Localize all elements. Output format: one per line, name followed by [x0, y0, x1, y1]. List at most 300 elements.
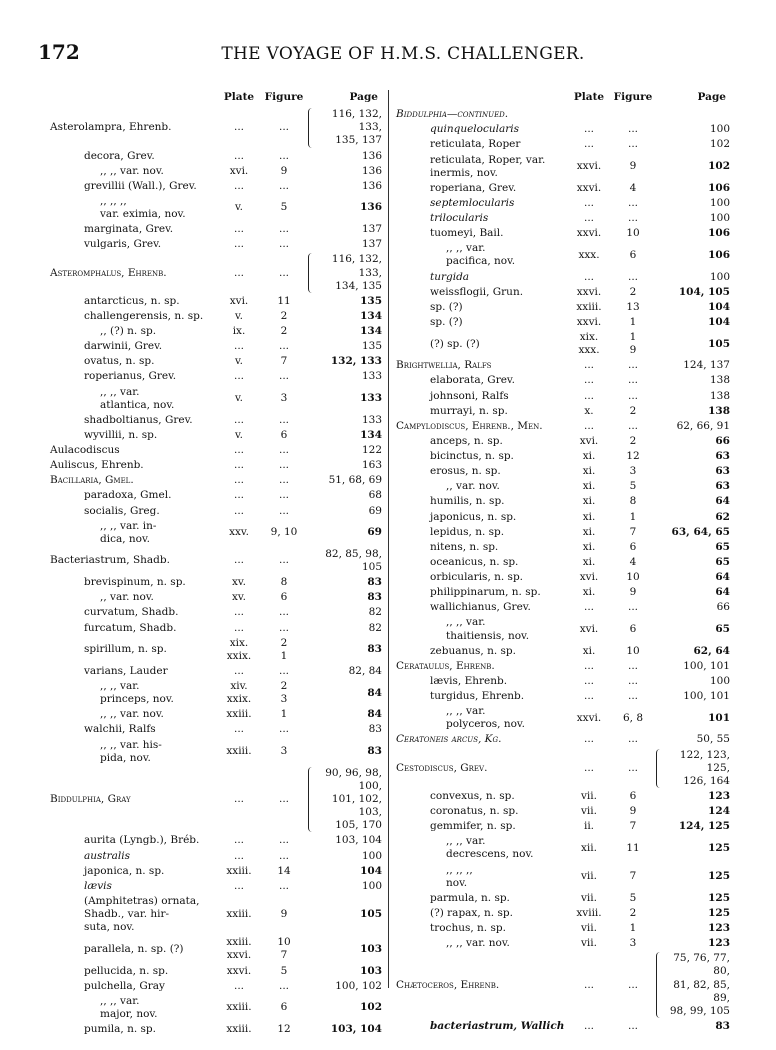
page-ref: 106 [708, 248, 730, 261]
taxon-name: weissflogii, Grun. [430, 285, 524, 298]
taxon-name: tuomeyi, Bail. [430, 227, 504, 240]
taxon-name: wallichianus, Grev. [430, 601, 531, 614]
taxon-name: ,, ,, var. atlantica, nov. [100, 385, 175, 411]
plate-ref: xvi. [229, 294, 249, 307]
index-entry [396, 285, 730, 300]
plate-ref: xi. [582, 480, 596, 493]
index-entry [50, 252, 382, 293]
figure-ref: 2 1 [280, 636, 288, 662]
taxon-name: ,, (?) n. sp. [100, 325, 157, 337]
figure-ref: 2 [629, 285, 637, 298]
index-entry [396, 315, 730, 330]
figure-ref: 4 [629, 555, 637, 568]
taxon-name: erosus, n. sp. [430, 465, 501, 478]
figure-ref: ... [627, 359, 638, 372]
index-entry [50, 979, 382, 994]
figure-ref: ... [278, 121, 289, 134]
plate-ref: xxvi. [576, 227, 602, 240]
page-header: Page [349, 91, 378, 103]
page-ref: 124, 137 [683, 359, 730, 372]
figure-ref: ... [278, 979, 289, 992]
figure-ref: 4 [629, 181, 637, 194]
page-ref: 106 [708, 227, 730, 240]
index-entry [50, 664, 382, 679]
taxon-name: ,, ,, var. nov. [100, 164, 164, 177]
index-entry [50, 679, 382, 707]
page-ref: 90, 96, 98, 100, 101, 102, 103, 105, 170 [308, 767, 382, 833]
page-ref: 64 [715, 495, 730, 508]
taxon-name: trochus, n. sp. [430, 922, 506, 934]
taxon-name: vulgaris, Grev. [84, 238, 162, 251]
figure-ref: 11 [626, 841, 640, 854]
page-ref: 133 [360, 392, 382, 405]
taxon-name: Ceratoneis arcus, Kg. [396, 733, 502, 746]
page-ref: 101 [708, 711, 730, 724]
plate-ref: xi. [582, 540, 596, 553]
index-entry [396, 704, 730, 732]
plate-ref: xv. [232, 576, 246, 589]
taxon-name: pellucida, n. sp. [84, 964, 169, 977]
taxon-name: socialis, Greg. [84, 504, 160, 517]
index-entry [396, 419, 730, 434]
taxon-name: ,, ,, var. nov. [100, 708, 164, 721]
plate-ref: ... [233, 621, 244, 634]
plate-ref: xxiii. [226, 1001, 252, 1014]
page-ref: 123 [708, 937, 730, 950]
figure-ref: 5 [629, 480, 637, 493]
page-ref: 50, 55 [696, 733, 730, 746]
plate-ref: xxiii. [576, 300, 602, 313]
index-entry [50, 149, 382, 164]
index-entry [396, 863, 730, 891]
plate-ref: xxv. [229, 526, 249, 539]
figure-ref: 3 [629, 937, 637, 950]
index-entry [50, 707, 382, 722]
figure-ref: ... [278, 474, 289, 487]
taxon-name: ovatus, n. sp. [84, 355, 155, 368]
taxon-name: turgidus, Ehrenb. [430, 690, 525, 702]
index-entry [50, 443, 382, 458]
index-entry [50, 309, 382, 324]
page-ref: 100 [361, 879, 382, 892]
index-entry [396, 600, 730, 615]
figure-ref: ... [278, 606, 289, 619]
page-ref: 51, 68, 69 [328, 474, 382, 487]
figure-ref: ... [278, 370, 289, 383]
page-ref: 65 [715, 555, 730, 568]
page-ref: 102 [708, 160, 730, 173]
index-entry [396, 137, 730, 152]
plate-ref: x. [584, 404, 594, 417]
index-entry [396, 404, 730, 419]
taxon-name: grevillii (Wall.), Grev. [84, 179, 197, 192]
plate-ref: ... [233, 879, 244, 892]
figure-ref: ... [278, 413, 289, 426]
taxon-name: furcatum, Shadb. [84, 621, 177, 634]
taxon-name: ,, var. nov. [100, 591, 154, 604]
page-ref: 104 [360, 864, 382, 877]
page-ref: 63 [715, 480, 730, 493]
taxon-name: elaborata, Grev. [430, 374, 515, 387]
index-entry [396, 358, 730, 373]
page-ref: 135 [360, 294, 382, 307]
taxon-name: zebuanus, n. sp. [430, 644, 516, 657]
taxon-name: reticulata, Roper [430, 138, 521, 151]
plate-ref: ... [233, 149, 244, 162]
index-entry [50, 473, 382, 488]
index-entry [396, 936, 730, 951]
figure-ref: ... [278, 340, 289, 353]
figure-ref: 5 [629, 891, 637, 904]
taxon-name: Campylodiscus, Ehrenb., Men. [396, 419, 543, 432]
taxon-name: (Amphitetras) ornata, Shadb., var. hir- suta, nov. [84, 894, 200, 934]
figure-ref: ... [627, 978, 638, 991]
plate-ref: ... [583, 733, 594, 746]
index-entry [50, 369, 382, 384]
taxon-name: pulchella, Gray [84, 979, 165, 992]
plate-ref: xix. xxx. [578, 331, 600, 357]
index-entry [50, 879, 382, 894]
page-ref: 65 [715, 622, 730, 635]
index-entry [50, 722, 382, 737]
figure-ref: 9 [629, 586, 637, 599]
index-entry [50, 605, 382, 620]
figure-ref: 9, 10 [270, 526, 298, 539]
figure-ref: ... [627, 659, 638, 672]
figure-ref: ... [278, 179, 289, 192]
figure-ref: 3 [280, 745, 288, 758]
taxon-name: shadboltianus, Grev. [84, 413, 193, 426]
plate-ref: xvi. [229, 164, 249, 177]
taxon-name: Bacteriastrum, Shadb. [50, 554, 170, 567]
page-ref: 100 [709, 270, 730, 283]
page-ref: 83 [367, 745, 382, 758]
plate-ref: vii. [581, 937, 597, 950]
figure-ref: ... [627, 270, 638, 283]
page-ref: 136 [361, 149, 382, 162]
figure-ref: 11 [277, 294, 291, 307]
page-ref: 106 [708, 181, 730, 194]
plate-ref: ... [233, 121, 244, 134]
plate-ref: ... [583, 123, 594, 136]
figure-ref: 2 3 [280, 680, 288, 706]
plate-ref: xxiii. [226, 1023, 252, 1035]
figure-ref: 6 [280, 1001, 288, 1014]
index-entry [396, 449, 730, 464]
page-ref: 138 [709, 374, 730, 387]
taxon-name: spirillum, n. sp. [84, 643, 167, 656]
plate-ref: ... [583, 389, 594, 402]
taxon-name: ,, ,, var. polyceros, nov. [446, 705, 525, 731]
page-ref: 134 [360, 428, 382, 441]
figure-ref: 5 [280, 201, 288, 214]
index-entry [50, 738, 382, 766]
figure-ref: ... [627, 138, 638, 151]
plate-ref: ... [233, 459, 244, 472]
index-entry [396, 748, 730, 789]
page-ref: 104 [708, 315, 730, 328]
figure-ref: 9 [629, 805, 637, 817]
figure-ref: 13 [626, 300, 640, 313]
index-entry [396, 615, 730, 643]
index-entry [50, 504, 382, 519]
plate-ref: ... [233, 444, 244, 456]
taxon-name: ,, ,, var. in- dica, nov. [100, 519, 157, 545]
figure-ref: ... [278, 238, 289, 251]
index-entry [50, 339, 382, 354]
plate-ref: ... [233, 370, 244, 383]
index-entry [396, 494, 730, 509]
index-entry [50, 107, 382, 148]
page-ref: 136 [361, 179, 382, 192]
page-ref: 100, 102 [335, 979, 382, 992]
figure-ref: ... [627, 601, 638, 614]
plate-ref: ... [233, 266, 244, 279]
column-divider [388, 90, 389, 988]
taxon-name: ,, ,, var. pacifica, nov. [446, 242, 516, 268]
taxon-name: sp. (?) [430, 300, 463, 313]
page-ref: 75, 76, 77, 80, 81, 82, 85, 89, 98, 99, 105 [656, 952, 730, 1018]
plate-ref: ... [583, 270, 594, 283]
taxon-name: ,, ,, var. nov. [446, 937, 510, 950]
taxon-name: humilis, n. sp. [430, 495, 505, 508]
page-ref: 137 [361, 238, 382, 251]
page-ref: 100 [709, 196, 730, 209]
page-ref: 83 [367, 576, 382, 589]
plate-ref: ... [233, 664, 244, 677]
taxon-name: australis [84, 849, 131, 862]
taxon-name: bicinctus, n. sp. [430, 450, 514, 462]
index-entry [50, 849, 382, 864]
figure-ref: ... [278, 621, 289, 634]
taxon-name: Cestodiscus, Grev. [396, 761, 488, 774]
plate-ref: vii. [581, 922, 597, 934]
index-entry [396, 689, 730, 704]
index-entry [50, 179, 382, 194]
figure-ref: 7 [629, 525, 637, 538]
taxon-name: septemlocularis [430, 196, 515, 209]
plate-header: Plate [573, 91, 605, 103]
plate-ref: ... [583, 374, 594, 387]
index-entry [50, 547, 382, 575]
figure-ref: 14 [277, 864, 291, 877]
page-ref: 83 [715, 1019, 730, 1032]
index-entry [396, 834, 730, 862]
figure-ref: ... [278, 879, 289, 892]
figure-ref: 9 [280, 164, 288, 177]
taxon-name: wyvillii, n. sp. [84, 428, 158, 441]
figure-ref: ... [278, 849, 289, 862]
index-entry [50, 935, 382, 963]
page-ref: 100 [709, 212, 730, 224]
plate-ref: vii. [581, 789, 597, 802]
plate-ref: ... [233, 223, 244, 236]
figure-ref: ... [278, 489, 289, 502]
index-entry [50, 413, 382, 428]
figure-ref: ... [627, 690, 638, 702]
plate-ref: xxiii. [226, 908, 252, 920]
page-ref: 84 [367, 686, 382, 699]
figure-ref: 2 [629, 434, 637, 447]
page-ref: 62, 64 [693, 644, 730, 657]
plate-ref: xi. [582, 525, 596, 538]
taxon-name: anceps, n. sp. [430, 434, 503, 447]
plate-ref: ... [583, 359, 594, 372]
index-entry [396, 479, 730, 494]
figure-ref: 3 [629, 465, 637, 478]
figure-ref: 12 [277, 1023, 291, 1035]
taxon-name: murrayi, n. sp. [430, 404, 508, 417]
index-entry [396, 732, 730, 747]
page-ref: 104, 105 [678, 285, 730, 298]
figure-ref: 1 [629, 510, 637, 523]
taxon-name: trilocularis [430, 212, 489, 224]
page-ref: 138 [708, 404, 730, 417]
figure-ref: 7 [629, 870, 637, 883]
figure-ref: ... [627, 196, 638, 209]
index-entry [396, 644, 730, 659]
page-number: 172 [38, 40, 80, 64]
index-entry [50, 324, 382, 339]
figure-ref: 2 [280, 325, 288, 337]
taxon-name: quinquelocularis [430, 123, 520, 136]
plate-header: Plate [223, 91, 255, 103]
page-ref: 105 [360, 908, 382, 920]
running-title: THE VOYAGE OF H.M.S. CHALLENGER. [221, 44, 585, 64]
index-column-left [50, 90, 382, 1035]
figure-ref: ... [627, 212, 638, 224]
page-ref: 100, 101 [683, 690, 730, 702]
page-ref: 124 [708, 805, 730, 817]
figure-ref: ... [278, 149, 289, 162]
column-header [50, 90, 382, 107]
page-ref: 137 [361, 223, 382, 236]
plate-ref: ... [233, 340, 244, 353]
page-ref: 103 [360, 964, 382, 977]
figure-ref: 6 [629, 540, 637, 553]
page-header: Page [697, 91, 726, 103]
figure-ref: 2 [629, 404, 637, 417]
page-ref: 163 [361, 459, 382, 472]
plate-ref: ... [583, 659, 594, 672]
index-entry [396, 510, 730, 525]
page-ref: 116, 132, 133, 135, 137 [308, 108, 382, 147]
taxon-name: oceanicus, n. sp. [430, 555, 519, 568]
figure-ref: ... [627, 419, 638, 432]
page-ref: 125 [708, 841, 730, 854]
taxon-name: Asterolampra, Ehrenb. [50, 121, 172, 134]
figure-ref: 10 [626, 227, 640, 240]
plate-ref: ... [233, 413, 244, 426]
taxon-name: nitens, n. sp. [430, 540, 499, 553]
plate-ref: v. [234, 428, 244, 441]
taxon-name: antarcticus, n. sp. [84, 294, 180, 307]
plate-ref: vii. [581, 891, 597, 904]
plate-ref: ... [233, 489, 244, 502]
index-entries-right [396, 107, 730, 1034]
plate-ref: ... [233, 504, 244, 517]
figure-ref: 5 [280, 964, 288, 977]
taxon-name: roperiana, Grev. [430, 181, 517, 194]
plate-ref: xxiii. [226, 864, 252, 877]
figure-ref: 3 [280, 392, 288, 405]
plate-ref: ix. [232, 325, 246, 337]
plate-ref: xviii. [576, 906, 602, 919]
taxon-name: ,, ,, ,, nov. [446, 863, 473, 889]
plate-ref: xxx. [578, 248, 600, 261]
figure-header: Figure [264, 91, 304, 103]
taxon-name: sp. (?) [430, 315, 463, 328]
index-entry [396, 196, 730, 211]
taxon-name: lævis, Ehrenb. [430, 674, 508, 687]
plate-ref: ... [233, 238, 244, 251]
plate-ref: v. [234, 309, 244, 322]
page-ref: 102 [360, 1001, 382, 1014]
figure-ref: 10 7 [277, 936, 291, 962]
index-entry [50, 894, 382, 935]
plate-ref: xi. [582, 644, 596, 657]
index-entry [50, 294, 382, 309]
index-entry [396, 891, 730, 906]
index-entry [396, 211, 730, 226]
figure-ref: ... [278, 223, 289, 236]
plate-ref: xvi. [579, 571, 599, 583]
plate-ref: ... [583, 212, 594, 224]
page-ref: 64 [715, 571, 730, 583]
page-ref: 134 [360, 309, 382, 322]
page-ref: 123 [708, 922, 730, 934]
plate-ref: ... [583, 690, 594, 702]
figure-header: Figure [613, 91, 653, 103]
index-entry [50, 1022, 382, 1037]
taxon-name: curvatum, Shadb. [84, 606, 179, 619]
taxon-name: (?) rapax, n. sp. [430, 906, 513, 919]
page-ref: 62 [715, 510, 730, 523]
figure-ref: ... [278, 459, 289, 472]
index-entry [396, 804, 730, 819]
plate-ref: vii. [581, 805, 597, 817]
column-header [396, 90, 730, 107]
taxon-name: Bacillaria, Gmel. [50, 474, 134, 487]
plate-ref: ... [583, 674, 594, 687]
taxon-name: ,, ,, var. princeps, nov. [100, 680, 174, 706]
plate-ref: ... [583, 978, 594, 991]
plate-ref: xi. [582, 586, 596, 599]
taxon-name: Biddulphia—continued. [396, 108, 509, 121]
taxon-name: bacteriastrum, Wallich [430, 1019, 565, 1032]
page-ref: 65 [715, 540, 730, 553]
taxon-name: lævis [84, 879, 112, 892]
figure-ref: 8 [629, 495, 637, 508]
page-ref: 66 [715, 434, 730, 447]
plate-ref: ... [583, 601, 594, 614]
figure-ref: ... [278, 554, 289, 567]
taxon-name: Aulacodiscus [50, 444, 120, 456]
index-entry [50, 354, 382, 369]
plate-ref: ... [583, 196, 594, 209]
page-ref: 66 [716, 601, 730, 614]
page-ref: 100, 101 [683, 659, 730, 672]
figure-ref: ... [278, 444, 289, 456]
plate-ref: xxiii. [226, 745, 252, 758]
figure-ref: 2 [629, 906, 637, 919]
page-ref: 133 [361, 370, 382, 383]
taxon-name: Cerataulus, Ehrenb. [396, 659, 495, 672]
taxon-name: japonicus, n. sp. [430, 510, 517, 523]
figure-ref: 1 [280, 708, 288, 721]
taxon-name: roperianus, Grev. [84, 370, 177, 383]
figure-ref: 6 [629, 789, 637, 802]
